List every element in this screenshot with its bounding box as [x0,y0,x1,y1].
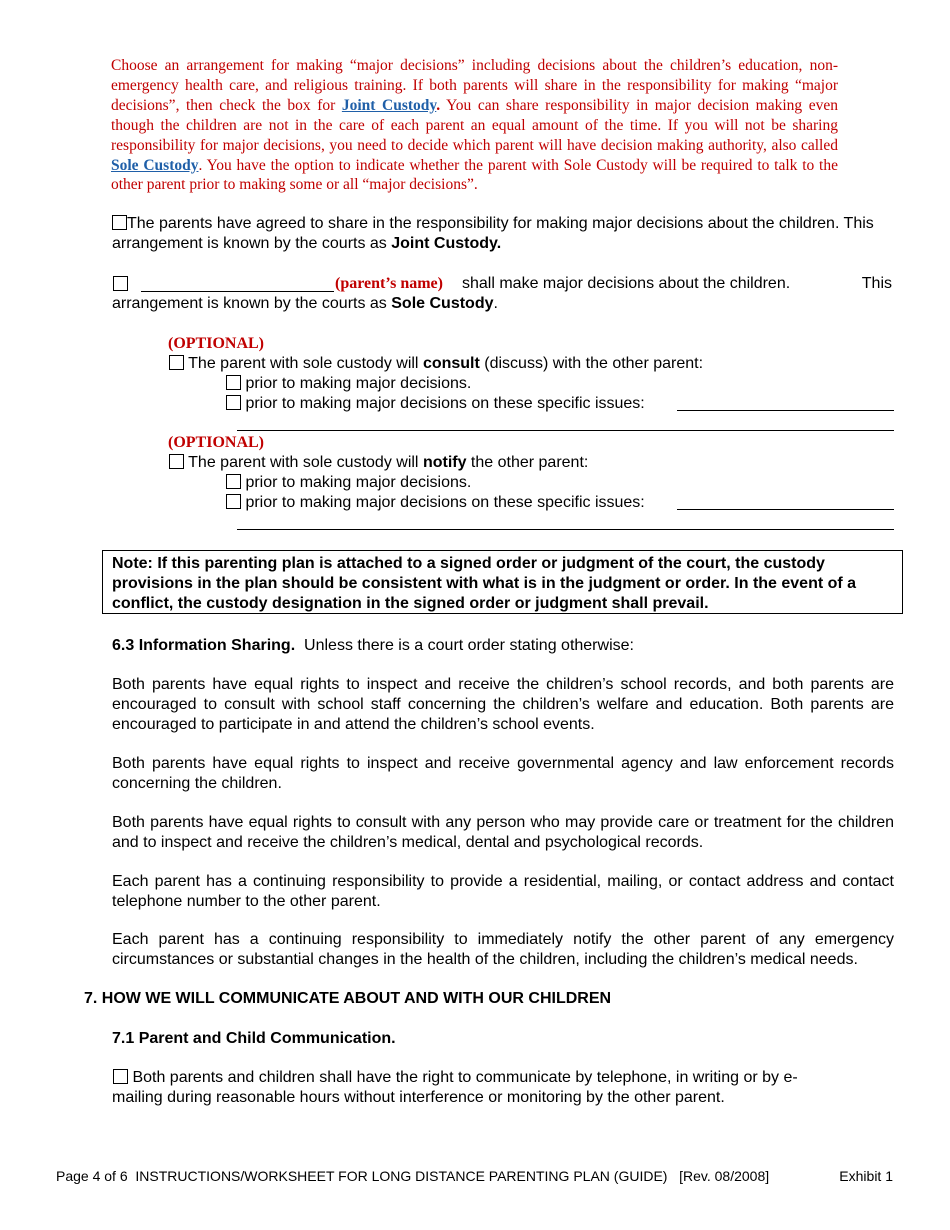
sole-custody-this: This [861,275,892,292]
communication-line-1: Both parents and children shall have the right to communicate by telephone, in writing or by e- [128,1069,798,1086]
notify-pre: The parent with sole custody will [188,454,423,471]
sole-custody-end: . [493,295,498,312]
parent-name-field[interactable] [141,291,334,292]
sole-custody-link[interactable]: Sole Custody [111,156,199,174]
consult-sub-option-2 [226,394,645,414]
info-paragraph-5: Each parent has a continuing responsibility to immediately notify the other parent of any emergency circumstances or substantial changes in the health of the children, including the children’s medical needs. [112,931,894,968]
section-6-3-sub: Unless there is a court order stating otherwise: [295,637,634,654]
note-text: Note: If this parenting plan is attached to a signed order or judgment of the court, the custody provisions in the plan should be consistent with what is in the judgment or order. In the event of a conflict, the custody designation in the signed order or judgment shall prevail. [112,555,857,612]
sole-custody-line2 [112,294,498,314]
notify-post: the other parent: [466,454,589,471]
consult-issues-line-1[interactable] [677,410,894,411]
notify-option [169,453,588,473]
consult-option [169,354,703,374]
instructions-period: . [436,96,441,114]
notify-issues-line-1[interactable] [677,509,894,510]
sole-custody-text: shall make major decisions about the children. [462,275,791,292]
consult-optional-label: (OPTIONAL) [168,335,264,352]
consult-sub-checkbox-1[interactable] [226,375,241,390]
consult-sub-label-2: prior to making major decisions on these specific issues: [245,395,645,412]
joint-custody-checkbox[interactable] [112,215,127,230]
sole-custody-checkbox[interactable] [113,276,128,291]
sole-custody-bold: Sole Custody [391,295,494,312]
section-6-3-title: 6.3 Information Sharing. [112,637,296,654]
instructions-intro: Choose an arrangement for making “major decisions” including decisions about the children’s education, non-emergency health care, and religious training. If both parents will share in the responsibility for making “major decisions”, then check the box for [111,57,838,114]
footer-page-info: Page 4 of 6 INSTRUCTIONS/WORKSHEET FOR LONG DISTANCE PARENTING PLAN (GUIDE) [Rev. 08/2008] [56,1168,770,1184]
consult-checkbox[interactable] [169,355,184,370]
notify-sub-option-1 [226,473,471,493]
joint-custody-option [112,214,894,254]
section-7-1-heading: 7.1 Parent and Child Communication. [112,1030,396,1047]
notify-checkbox[interactable] [169,454,184,469]
joint-custody-text: The parents have agreed to share in the responsibility for making major decisions about the children. This arrangement is known by the courts as [112,215,874,252]
notify-sub-checkbox-2[interactable] [226,494,241,509]
info-paragraph-2: Both parents have equal rights to inspect and receive governmental agency and law enforcement records concerning the children. [112,755,894,792]
consult-sub-option-1 [226,374,471,394]
communication-option [113,1068,895,1088]
notify-sub-label-2: prior to making major decisions on these specific issues: [245,494,645,511]
consult-sub-checkbox-2[interactable] [226,395,241,410]
instructions-end: . You have the option to indicate whether the parent with Sole Custody will be required to talk to the other parent prior to making some or all “major decisions”. [111,156,838,194]
communication-line-2: mailing during reasonable hours without interference or monitoring by the other parent. [112,1089,725,1106]
consult-pre: The parent with sole custody will [188,355,423,372]
info-paragraph-4: Each parent has a continuing responsibility to provide a residential, mailing, or contact address and contact telephone number to the other parent. [112,873,894,910]
consult-issues-line-2[interactable] [237,430,894,431]
consult-post: (discuss) with the other parent: [479,355,704,372]
notify-sub-option-2 [226,493,645,513]
info-paragraph-3: Both parents have equal rights to consult with any person who may provide care or treatment for the children and to inspect and receive the children’s medical, dental and psychological records. [112,814,894,851]
notify-sub-label-1: prior to making major decisions. [245,474,472,491]
section-6-3-heading [112,636,634,656]
parent-name-label: (parent’s name) [335,275,443,292]
instructions-middle: You can share responsibility in major decision making even though the children are not in the care of each parent an equal amount of the time. If you will not be sharing responsibility for major decisions, you need to decide which parent will have decision making authority, also called [111,96,838,154]
notify-issues-line-2[interactable] [237,529,894,530]
communication-checkbox[interactable] [113,1069,128,1084]
consult-sub-label-1: prior to making major decisions. [245,375,472,392]
joint-custody-bold: Joint Custody. [391,234,502,252]
notify-sub-checkbox-1[interactable] [226,474,241,489]
sole-custody-line2-text: arrangement is known by the courts as [112,295,392,312]
note-box [102,550,903,614]
footer-exhibit: Exhibit 1 [839,1168,893,1184]
notify-bold: notify [422,454,467,471]
section-7-heading: 7. HOW WE WILL COMMUNICATE ABOUT AND WITH OUR CHILDREN [84,990,612,1007]
notify-optional-label: (OPTIONAL) [168,434,264,451]
joint-custody-link[interactable]: Joint Custody [341,96,437,114]
instructions-paragraph [111,56,838,195]
info-paragraph-1: Both parents have equal rights to inspect and receive the children’s school records, and both parents are encouraged to consult with school staff concerning the children’s welfare and education. Both parents are encouraged to participate in and attend the children’s school events. [112,676,894,733]
consult-bold: consult [422,355,480,372]
